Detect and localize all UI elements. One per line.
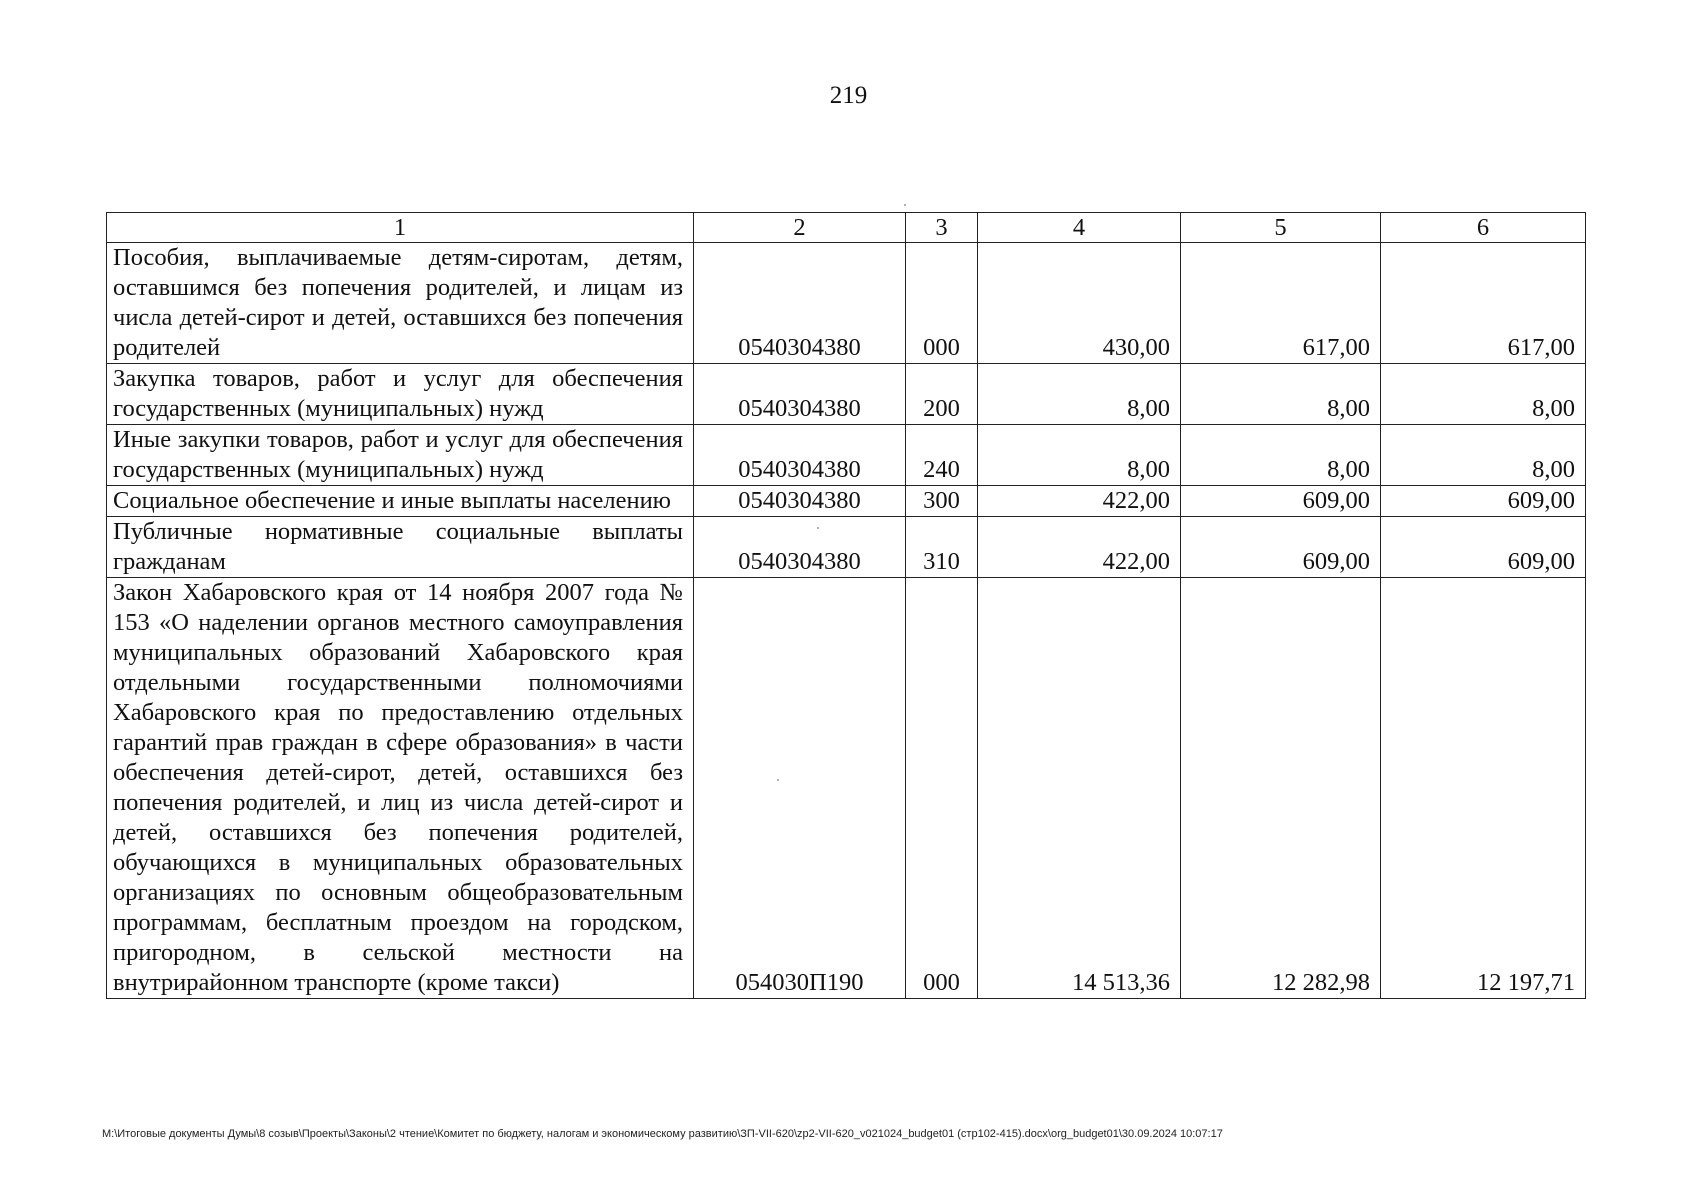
row-description: Закон Хабаровского края от 14 ноября 2007 года № 153 «О наделении органов местного самоуправления муниципальных образований Хабаровского края отдельными государственными полномочиями Хабаровского края по предоставлению отдельных гарантий прав граждан в сфере образования» в части обеспечения детей-сирот, детей, оставшихся без попечения родителей, и лиц из числа детей-сирот и детей, оставшихся без попечения родителей, обучающихся в муниципальных образовательных организациях по основным общеобразовательным программам, бесплатным проездом на городском, пригородном, в сельской местности на внутрирайонном транспорте (кроме такси) [107,578,694,999]
column-header-3: 3 [906,213,978,243]
row-sum-2: 8,00 [1181,425,1381,486]
row-csr-code: 0540304380 [694,243,906,364]
row-sum-2: 609,00 [1181,517,1381,578]
table-row [107,364,1586,425]
row-sum-1: 422,00 [978,486,1181,517]
row-vr-code: 000 [906,578,978,999]
row-description: Иные закупки товаров, работ и услуг для обеспечения государственных (муниципальных) нужд [107,425,694,486]
row-description: Пособия, выплачиваемые детям-сиротам, детям, оставшимся без попечения родителей, и лицам из числа детей-сирот и детей, оставшихся без попечения родителей [107,243,694,364]
row-csr-code: 0540304380 [694,486,906,517]
table-row [107,517,1586,578]
row-sum-2: 617,00 [1181,243,1381,364]
row-sum-3: 609,00 [1381,486,1586,517]
row-sum-1: 14 513,36 [978,578,1181,999]
row-vr-code: 310 [906,517,978,578]
row-sum-3: 8,00 [1381,425,1586,486]
row-sum-1: 422,00 [978,517,1181,578]
table-row [107,243,1586,364]
row-csr-code: 054030П190 [694,578,906,999]
row-sum-2: 609,00 [1181,486,1381,517]
column-header-4: 4 [978,213,1181,243]
row-vr-code: 200 [906,364,978,425]
table-row [107,486,1586,517]
column-header-5: 5 [1181,213,1381,243]
row-sum-3: 12 197,71 [1381,578,1586,999]
row-vr-code: 300 [906,486,978,517]
scan-speck [777,779,779,781]
scan-speck [817,527,819,529]
budget-table [106,212,1586,999]
table-header-row [107,213,1586,243]
row-csr-code: 0540304380 [694,517,906,578]
table-row [107,425,1586,486]
row-description: Закупка товаров, работ и услуг для обеспечения государственных (муниципальных) нужд [107,364,694,425]
column-header-1: 1 [107,213,694,243]
row-description: Социальное обеспечение и иные выплаты населению [107,486,694,517]
row-sum-1: 8,00 [978,425,1181,486]
row-vr-code: 240 [906,425,978,486]
row-sum-2: 8,00 [1181,364,1381,425]
row-sum-2: 12 282,98 [1181,578,1381,999]
row-sum-3: 617,00 [1381,243,1586,364]
row-sum-3: 8,00 [1381,364,1586,425]
scan-speck [904,204,906,206]
table-row [107,578,1586,999]
row-csr-code: 0540304380 [694,364,906,425]
row-sum-3: 609,00 [1381,517,1586,578]
page-number: 219 [829,82,868,109]
column-header-6: 6 [1381,213,1586,243]
column-header-2: 2 [694,213,906,243]
row-vr-code: 000 [906,243,978,364]
row-csr-code: 0540304380 [694,425,906,486]
footer-file-path: M:\Итоговые документы Думы\8 созыв\Проекты\Законы\2 чтение\Комитет по бюджету, налогам и экономическому развитию\ЗП-VII-620\zp2-VII-620_v021024_budget01 (стр102-415).docx\org_budget01\30.09.2024 10:07:17 [102,1128,1223,1140]
row-sum-1: 430,00 [978,243,1181,364]
row-sum-1: 8,00 [978,364,1181,425]
row-description: Публичные нормативные социальные выплаты гражданам [107,517,694,578]
